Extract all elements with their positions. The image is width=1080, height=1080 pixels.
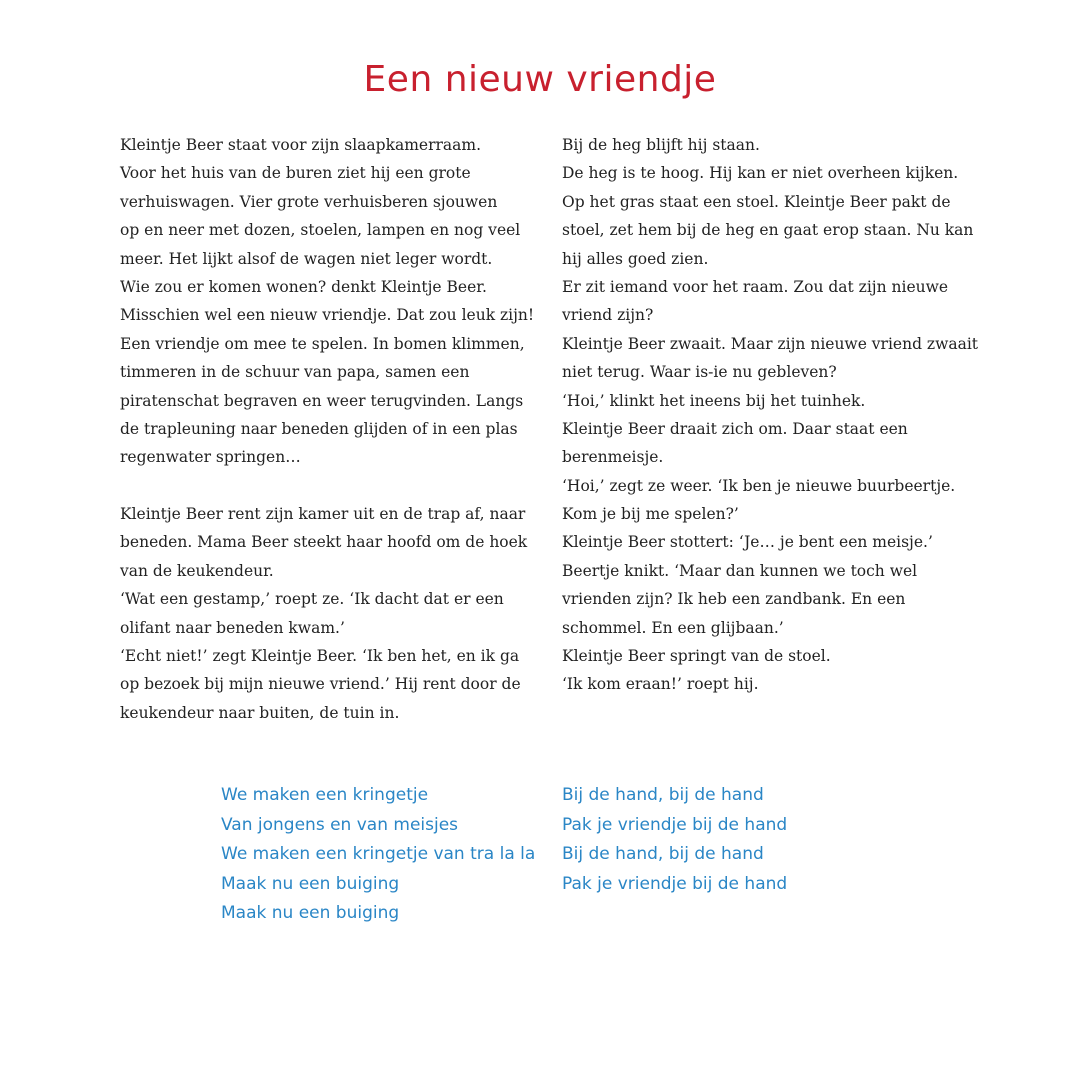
story-line: stoel, zet hem bij de heg en gaat erop staan. Nu kan bbox=[562, 221, 974, 240]
story-line: regenwater springen… bbox=[120, 448, 301, 467]
story-line: meer. Het lijkt alsof de wagen niet leger wordt. bbox=[120, 249, 493, 268]
story-line: niet terug. Waar is-ie nu gebleven? bbox=[562, 363, 837, 382]
story-line: Wie zou er komen wonen? denkt Kleintje Beer. bbox=[120, 277, 487, 296]
song-line: Maak nu een buiging bbox=[221, 873, 400, 894]
page-title: Een nieuw vriendje bbox=[363, 59, 717, 100]
story-line: ‘Echt niet!’ zegt Kleintje Beer. ‘Ik ben het, en ik ga bbox=[120, 647, 520, 666]
story-line: timmeren in de schuur van papa, samen een bbox=[120, 363, 470, 382]
story-line: vriend zijn? bbox=[562, 306, 654, 325]
story-line: Kleintje Beer stottert: ‘Je… je bent een meisje.’ bbox=[562, 533, 933, 552]
song-line: Maak nu een buiging bbox=[221, 903, 400, 923]
story-line: Kleintje Beer zwaait. Maar zijn nieuwe vriend zwaait bbox=[562, 334, 979, 353]
story-line: De heg is te hoog. Hij kan er niet overheen kijken. bbox=[562, 164, 959, 183]
story-line: keukendeur naar buiten, de tuin in. bbox=[120, 703, 400, 722]
story-line: beneden. Mama Beer steekt haar hoofd om de hoek bbox=[120, 533, 528, 552]
song-line: We maken een kringetje van tra la la bbox=[221, 844, 536, 864]
story-line: schommel. En een glijbaan.’ bbox=[562, 618, 784, 637]
story-right-column bbox=[562, 131, 1002, 699]
story-line: Kleintje Beer springt van de stoel. bbox=[562, 647, 831, 666]
story-line: Bij de heg blijft hij staan. bbox=[562, 136, 760, 154]
story-line: Kleintje Beer staat voor zijn slaapkamerraam. bbox=[120, 136, 482, 154]
story-line: ‘Ik kom eraan!’ roept hij. bbox=[562, 675, 759, 694]
story-line: Kleintje Beer draait zich om. Daar staat een bbox=[562, 419, 908, 438]
song-line: We maken een kringetje bbox=[221, 785, 429, 805]
story-line: berenmeisje. bbox=[562, 448, 664, 467]
song-line: Bij de hand, bij de hand bbox=[562, 844, 764, 864]
song-line: Pak je vriendje bij de hand bbox=[562, 814, 788, 835]
story-line: van de keukendeur. bbox=[120, 561, 274, 580]
paragraph-break bbox=[120, 472, 550, 500]
story-line: de trapleuning naar beneden glijden of in een plas bbox=[120, 419, 518, 438]
story-line: Beertje knikt. ‘Maar dan kunnen we toch wel bbox=[562, 561, 918, 580]
story-line: op bezoek bij mijn nieuwe vriend.’ Hij rent door de bbox=[120, 675, 521, 694]
story-line: op en neer met dozen, stoelen, lampen en nog veel bbox=[120, 221, 521, 240]
song-left-verse bbox=[221, 781, 551, 929]
song-line: Bij de hand, bij de hand bbox=[562, 785, 764, 805]
story-line: Kom je bij me spelen?’ bbox=[562, 505, 739, 524]
song-line: Van jongens en van meisjes bbox=[221, 814, 459, 835]
story-line: ‘Hoi,’ zegt ze weer. ‘Ik ben je nieuwe buurbeertje. bbox=[562, 476, 956, 495]
story-line: Misschien wel een nieuw vriendje. Dat zou leuk zijn! bbox=[120, 306, 535, 325]
story-line: Een vriendje om mee te spelen. In bomen klimmen, bbox=[120, 334, 525, 353]
story-line: hij alles goed zien. bbox=[562, 249, 709, 268]
song-line: Pak je vriendje bij de hand bbox=[562, 873, 788, 894]
story-line: Er zit iemand voor het raam. Zou dat zijn nieuwe bbox=[562, 277, 949, 296]
story-line: ‘Hoi,’ klinkt het ineens bij het tuinhek. bbox=[562, 391, 866, 410]
story-line: Voor het huis van de buren ziet hij een grote bbox=[120, 164, 471, 183]
story-left-column bbox=[120, 131, 550, 727]
story-line: ‘Wat een gestamp,’ roept ze. ‘Ik dacht dat er een bbox=[120, 590, 504, 609]
song-right-verse bbox=[562, 781, 892, 899]
story-line: Op het gras staat een stoel. Kleintje Beer pakt de bbox=[562, 192, 951, 211]
story-line: verhuiswagen. Vier grote verhuisberen sjouwen bbox=[120, 192, 498, 211]
story-line: Kleintje Beer rent zijn kamer uit en de trap af, naar bbox=[120, 505, 526, 524]
story-line: olifant naar beneden kwam.’ bbox=[120, 618, 345, 637]
story-line: piratenschat begraven en weer terugvinden. Langs bbox=[120, 391, 524, 410]
story-line: vrienden zijn? Ik heb een zandbank. En een bbox=[562, 590, 906, 609]
